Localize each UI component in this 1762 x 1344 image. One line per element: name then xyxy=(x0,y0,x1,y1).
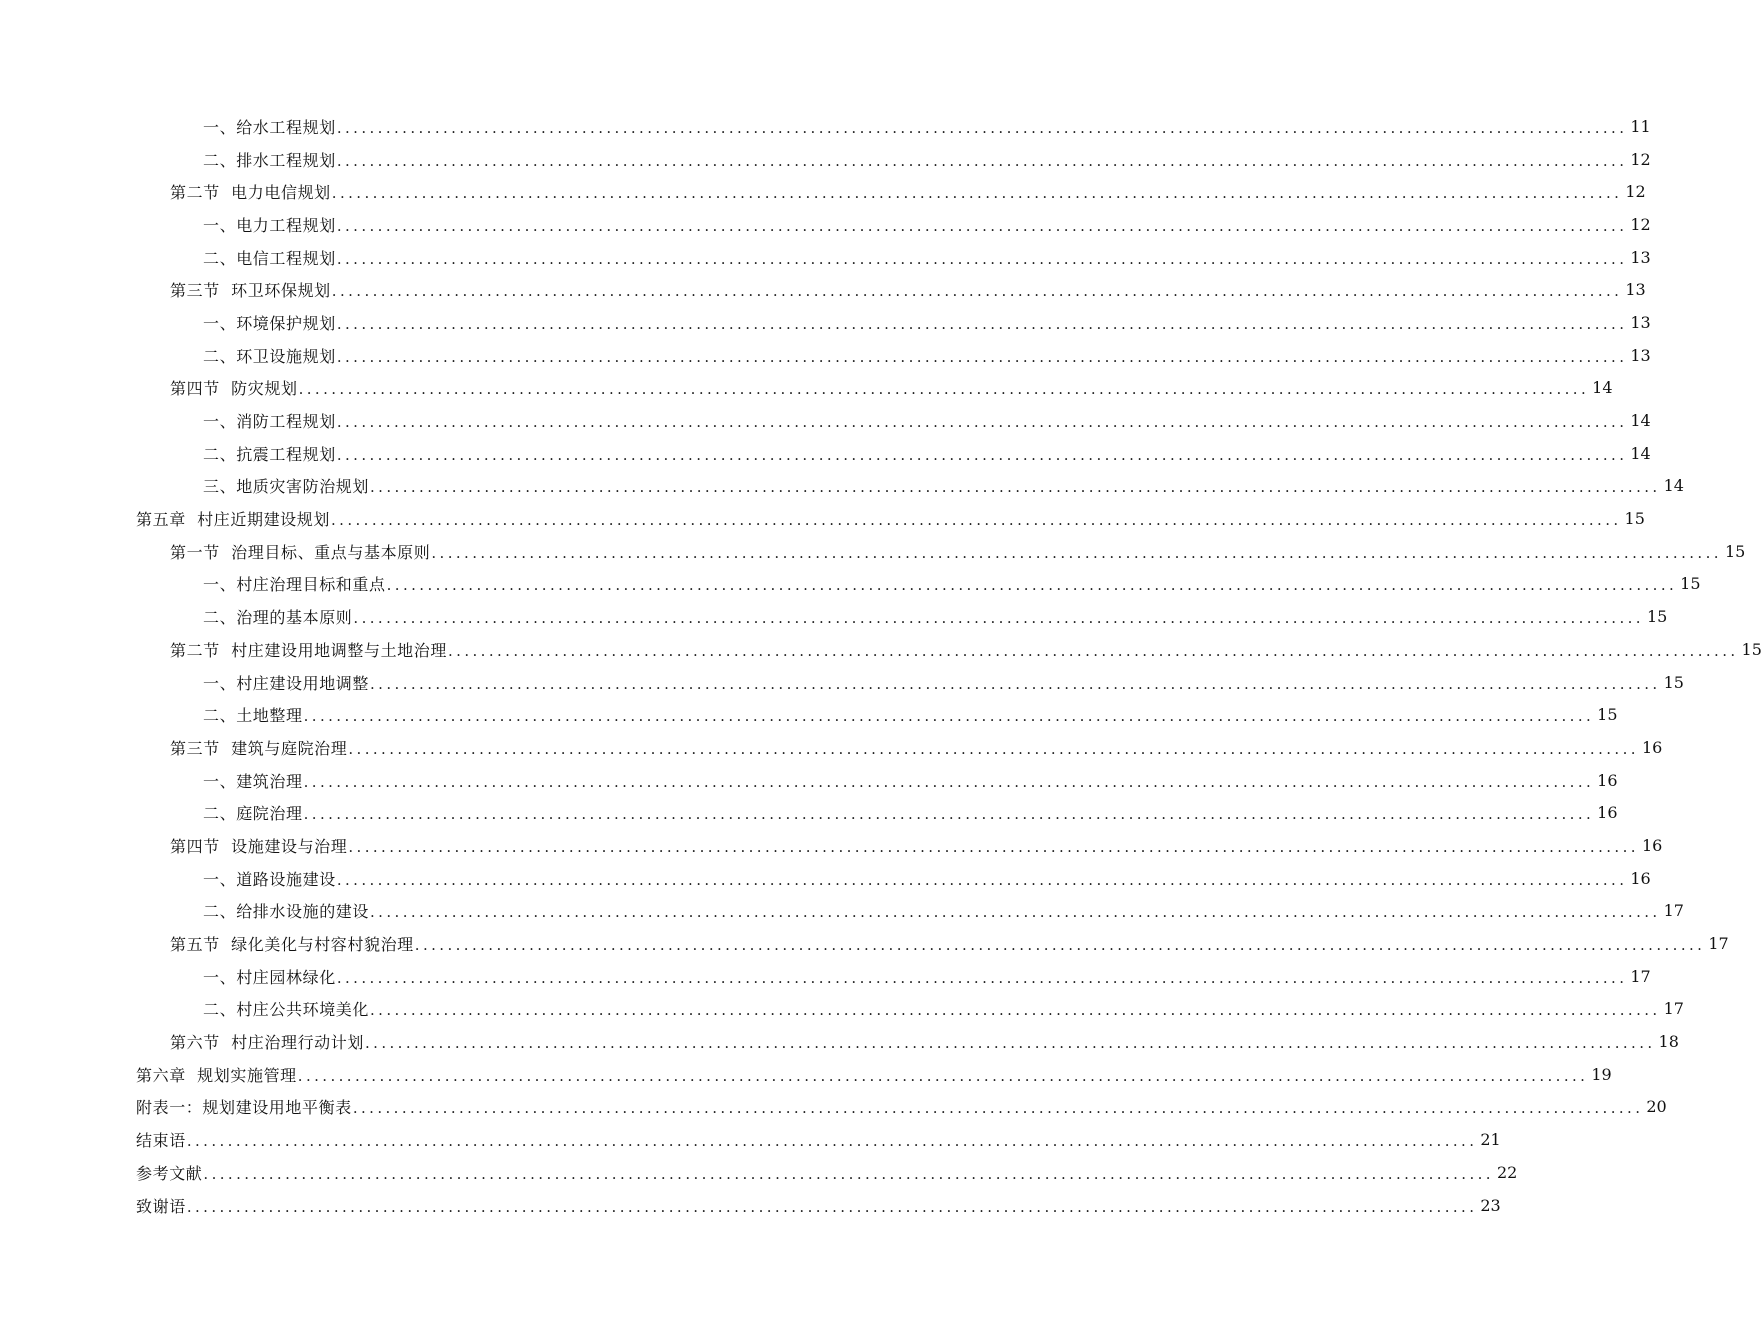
toc-dot-leader: .............................................................................................................................................................. xyxy=(330,511,1622,530)
toc-page-number: 13 xyxy=(1625,280,1646,300)
toc-dot-leader: .............................................................................................................................................................. xyxy=(186,1132,1478,1151)
toc-page-number: 11 xyxy=(1630,116,1651,136)
toc-entry[interactable] xyxy=(0,764,1618,797)
toc-entry[interactable] xyxy=(0,1091,1667,1124)
toc-entry-title: 一、村庄建设用地调整 xyxy=(203,673,370,693)
table-of-contents xyxy=(0,110,1762,1221)
toc-entry-title: 一、给水工程规划 xyxy=(203,117,336,137)
toc-dot-leader: .............................................................................................................................................................. xyxy=(303,707,1595,726)
toc-dot-leader: .............................................................................................................................................................. xyxy=(386,576,1678,595)
toc-entry-title: 二、给排水设施的建设 xyxy=(203,902,370,922)
toc-page-number: 15 xyxy=(1663,672,1684,692)
toc-dot-leader: .............................................................................................................................................................. xyxy=(186,1197,1478,1216)
toc-dot-leader: .............................................................................................................................................................. xyxy=(348,739,1639,758)
toc-entry[interactable] xyxy=(0,927,1729,960)
toc-entry-title: 一、环境保护规划 xyxy=(203,313,336,333)
toc-entry[interactable] xyxy=(0,502,1645,535)
toc-page-number: 22 xyxy=(1496,1162,1518,1182)
toc-page-number: 15 xyxy=(1597,705,1618,725)
toc-page-number: 13 xyxy=(1630,247,1651,267)
toc-dot-leader: .............................................................................................................................................................. xyxy=(353,609,1644,628)
toc-entry-title: 三、地质灾害防治规划 xyxy=(203,477,370,497)
toc-page-number: 17 xyxy=(1708,934,1729,954)
toc-entry-title: 二、土地整理 xyxy=(203,706,303,726)
toc-entry-title: 一、道路设施建设 xyxy=(203,869,336,889)
toc-dot-leader: .............................................................................................................................................................. xyxy=(364,1034,1656,1053)
toc-dot-leader: .............................................................................................................................................................. xyxy=(336,216,1628,235)
toc-entry[interactable] xyxy=(0,339,1651,372)
toc-dot-leader: .............................................................................................................................................................. xyxy=(336,445,1628,464)
toc-entry[interactable] xyxy=(0,600,1668,633)
toc-page-number: 12 xyxy=(1630,149,1651,169)
toc-page-number: 16 xyxy=(1597,803,1618,823)
toc-entry-title: 一、电力工程规划 xyxy=(203,215,336,235)
toc-entry-title: 第四节 防灾规划 xyxy=(170,379,298,399)
toc-dot-leader: .............................................................................................................................................................. xyxy=(303,772,1595,791)
toc-entry-title: 第二节 电力电信规划 xyxy=(170,183,331,203)
toc-entry[interactable] xyxy=(0,1058,1612,1091)
toc-entry[interactable] xyxy=(0,895,1684,928)
toc-entry-title: 一、村庄园林绿化 xyxy=(203,967,336,987)
toc-page-number: 19 xyxy=(1591,1064,1612,1084)
toc-dot-leader: .............................................................................................................................................................. xyxy=(297,1066,1589,1085)
toc-dot-leader: .............................................................................................................................................................. xyxy=(336,413,1628,432)
toc-page-number: 17 xyxy=(1630,966,1651,986)
toc-dot-leader: .............................................................................................................................................................. xyxy=(336,118,1628,137)
toc-page-number: 14 xyxy=(1592,378,1613,398)
toc-dot-leader: .............................................................................................................................................................. xyxy=(370,674,1661,693)
toc-page-number: 14 xyxy=(1630,411,1651,431)
toc-page-number: 16 xyxy=(1641,737,1663,757)
toc-page-number: 23 xyxy=(1480,1195,1501,1215)
toc-entry[interactable] xyxy=(0,829,1663,862)
toc-entry[interactable] xyxy=(0,1189,1501,1222)
toc-entry[interactable] xyxy=(0,862,1651,895)
toc-entry[interactable] xyxy=(0,960,1651,993)
toc-page-number: 15 xyxy=(1646,607,1668,627)
toc-entry[interactable] xyxy=(0,208,1651,241)
toc-dot-leader: .............................................................................................................................................................. xyxy=(370,1001,1661,1020)
toc-page-number: 15 xyxy=(1624,509,1645,529)
toc-page-number: 16 xyxy=(1597,770,1618,790)
toc-page-number: 17 xyxy=(1663,999,1684,1019)
toc-dot-leader: .............................................................................................................................................................. xyxy=(336,968,1628,987)
toc-entry[interactable] xyxy=(0,306,1651,339)
toc-page-number: 12 xyxy=(1625,182,1646,202)
toc-entry[interactable] xyxy=(0,633,1762,666)
toc-entry[interactable] xyxy=(0,698,1618,731)
toc-dot-leader: .............................................................................................................................................................. xyxy=(431,543,1722,562)
toc-entry-title: 第二节 村庄建设用地调整与土地治理 xyxy=(170,640,447,660)
toc-entry[interactable] xyxy=(0,535,1746,568)
toc-entry[interactable] xyxy=(0,666,1684,699)
toc-entry[interactable] xyxy=(0,241,1651,274)
toc-dot-leader: .............................................................................................................................................................. xyxy=(336,249,1628,268)
toc-entry[interactable] xyxy=(0,143,1651,176)
toc-page-number: 15 xyxy=(1741,639,1762,659)
toc-dot-leader: .............................................................................................................................................................. xyxy=(352,1099,1644,1118)
toc-entry-title: 第一节 治理目标、重点与基本原则 xyxy=(170,542,431,562)
toc-entry-title: 一、村庄治理目标和重点 xyxy=(203,575,386,595)
toc-entry-title: 第六章 规划实施管理 xyxy=(136,1065,297,1085)
toc-dot-leader: .............................................................................................................................................................. xyxy=(447,641,1739,660)
toc-dot-leader: .............................................................................................................................................................. xyxy=(370,903,1661,922)
toc-page-number: 14 xyxy=(1630,443,1651,463)
toc-page-number: 12 xyxy=(1630,214,1651,234)
toc-entry-title: 二、庭院治理 xyxy=(203,804,303,824)
toc-page-number: 14 xyxy=(1663,476,1684,496)
toc-dot-leader: .............................................................................................................................................................. xyxy=(303,805,1595,824)
toc-page-number: 16 xyxy=(1630,868,1651,888)
toc-entry-title: 二、抗震工程规划 xyxy=(203,444,336,464)
toc-entry[interactable] xyxy=(0,1156,1518,1189)
toc-dot-leader: .............................................................................................................................................................. xyxy=(336,347,1628,366)
toc-entry[interactable] xyxy=(0,110,1651,143)
toc-dot-leader: .............................................................................................................................................................. xyxy=(336,151,1628,170)
toc-dot-leader: .............................................................................................................................................................. xyxy=(414,936,1706,955)
toc-entry-title: 第四节 设施建设与治理 xyxy=(170,836,348,856)
toc-entry[interactable] xyxy=(0,568,1701,601)
toc-entry-title: 二、治理的基本原则 xyxy=(203,608,353,628)
toc-entry[interactable] xyxy=(0,175,1646,208)
toc-page-number: 15 xyxy=(1680,574,1701,594)
toc-page-number: 17 xyxy=(1663,901,1684,921)
toc-entry[interactable] xyxy=(0,273,1646,306)
toc-entry-title: 二、村庄公共环境美化 xyxy=(203,1000,370,1020)
toc-entry[interactable] xyxy=(0,404,1651,437)
toc-page-number: 15 xyxy=(1724,541,1746,561)
toc-page-number: 16 xyxy=(1641,835,1663,855)
toc-entry-title: 第五章 村庄近期建设规划 xyxy=(136,510,330,530)
toc-dot-leader: .............................................................................................................................................................. xyxy=(298,380,1590,399)
toc-entry-title: 结束语 xyxy=(136,1131,186,1151)
toc-page-number: 21 xyxy=(1480,1130,1501,1150)
toc-dot-leader: .............................................................................................................................................................. xyxy=(331,184,1623,203)
toc-page-number: 13 xyxy=(1630,345,1651,365)
toc-entry-title: 致谢语 xyxy=(136,1196,186,1216)
toc-entry-title: 二、排水工程规划 xyxy=(203,150,336,170)
toc-entry[interactable] xyxy=(0,1025,1679,1058)
toc-entry-title: 第五节 绿化美化与村容村貌治理 xyxy=(170,935,414,955)
toc-entry-title: 第三节 环卫环保规划 xyxy=(170,281,331,301)
toc-entry-title: 第六节 村庄治理行动计划 xyxy=(170,1033,364,1053)
toc-entry[interactable] xyxy=(0,437,1651,470)
toc-dot-leader: .............................................................................................................................................................. xyxy=(348,837,1639,856)
toc-page-number: 20 xyxy=(1646,1097,1667,1117)
toc-dot-leader: .............................................................................................................................................................. xyxy=(370,478,1661,497)
toc-entry[interactable] xyxy=(0,993,1684,1026)
toc-entry-title: 一、建筑治理 xyxy=(203,771,303,791)
toc-entry[interactable] xyxy=(0,470,1684,503)
toc-entry-title: 第三节 建筑与庭院治理 xyxy=(170,738,348,758)
toc-entry[interactable] xyxy=(0,796,1618,829)
toc-entry-title: 一、消防工程规划 xyxy=(203,412,336,432)
toc-entry[interactable] xyxy=(0,1123,1501,1156)
toc-entry[interactable] xyxy=(0,372,1613,405)
toc-entry-title: 参考文献 xyxy=(136,1163,203,1183)
toc-entry[interactable] xyxy=(0,731,1663,764)
toc-dot-leader: .............................................................................................................................................................. xyxy=(331,282,1623,301)
toc-dot-leader: .............................................................................................................................................................. xyxy=(336,870,1628,889)
toc-page-number: 13 xyxy=(1630,312,1651,332)
toc-entry-title: 二、环卫设施规划 xyxy=(203,346,336,366)
toc-dot-leader: .............................................................................................................................................................. xyxy=(203,1164,1494,1183)
toc-entry-title: 附表一：规划建设用地平衡表 xyxy=(136,1098,352,1118)
toc-page-number: 18 xyxy=(1658,1032,1679,1052)
toc-dot-leader: .............................................................................................................................................................. xyxy=(336,314,1628,333)
toc-entry-title: 二、电信工程规划 xyxy=(203,248,336,268)
